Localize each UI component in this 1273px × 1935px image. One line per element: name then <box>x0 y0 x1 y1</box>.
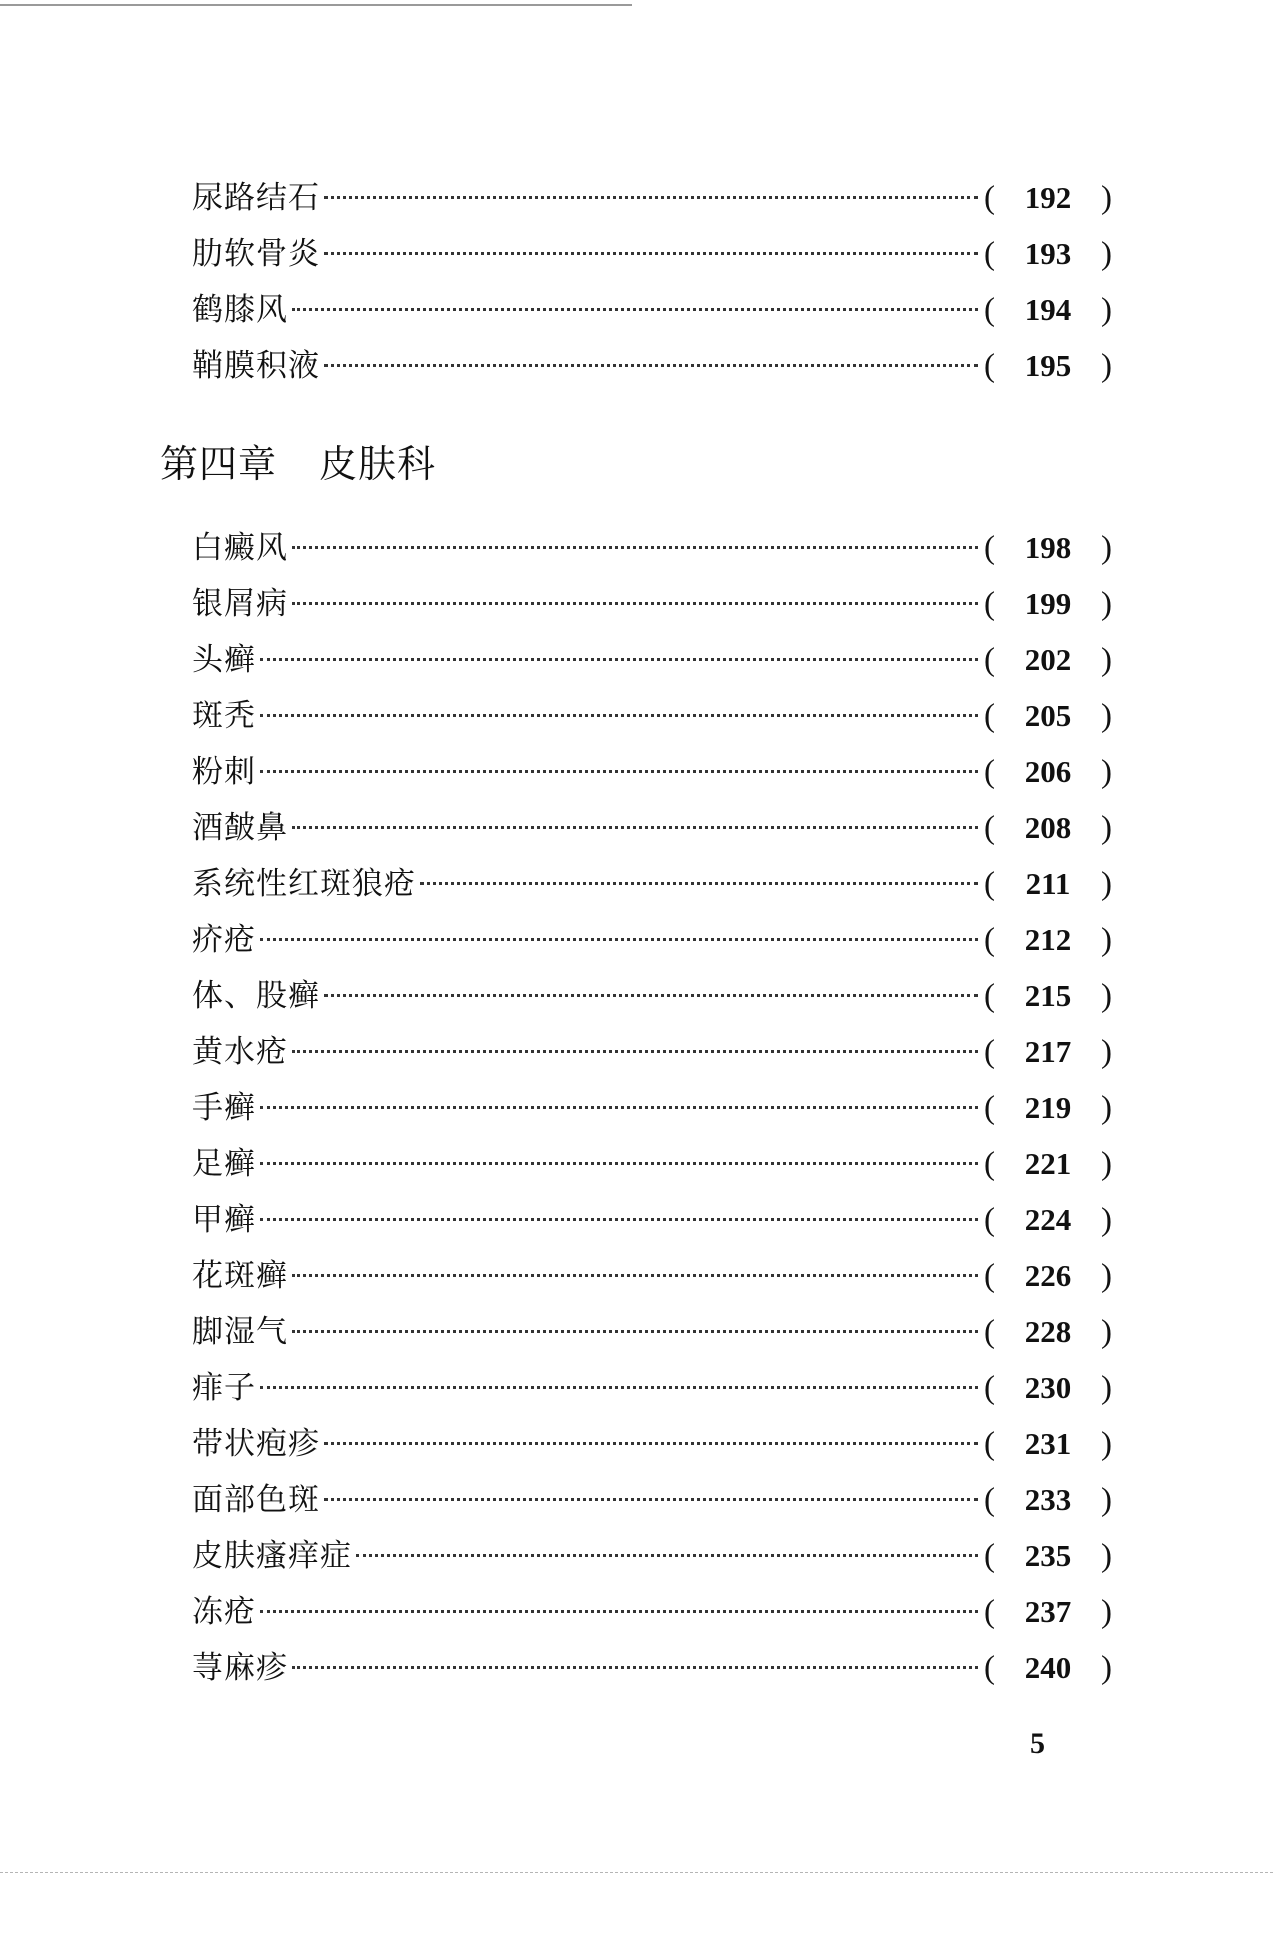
open-paren: ( <box>984 1370 995 1406</box>
entry-title: 鹤膝风 <box>192 292 288 328</box>
entry-title: 黄水疮 <box>192 1034 288 1070</box>
entry-page-number: 235 <box>1024 1538 1072 1573</box>
open-paren: ( <box>984 810 995 846</box>
close-paren: ) <box>1101 1090 1112 1126</box>
toc-entry[interactable] <box>192 1248 1112 1304</box>
toc-entry[interactable] <box>192 1304 1112 1360</box>
dot-leader <box>292 1274 978 1277</box>
entry-page-ref <box>984 1640 1112 1696</box>
entry-title: 甲癣 <box>192 1202 256 1238</box>
entry-title: 粉刺 <box>192 754 256 790</box>
entry-page-number: 195 <box>1024 348 1072 383</box>
page-number: 5 <box>1030 1727 1045 1760</box>
entry-page-ref <box>984 282 1112 338</box>
dot-leader <box>356 1554 978 1557</box>
chapter-heading[interactable] <box>160 436 436 492</box>
entry-page-ref <box>984 1024 1112 1080</box>
toc-entry[interactable] <box>192 1024 1112 1080</box>
open-paren: ( <box>984 1650 995 1686</box>
entry-page-number: 233 <box>1024 1482 1072 1517</box>
dot-leader <box>260 1386 978 1389</box>
entry-page-ref <box>984 1584 1112 1640</box>
entry-title: 手癣 <box>192 1090 256 1126</box>
entry-title: 疥疮 <box>192 922 256 958</box>
close-paren: ) <box>1101 1146 1112 1182</box>
open-paren: ( <box>984 978 995 1014</box>
entry-page-ref <box>984 170 1112 226</box>
toc-entry[interactable] <box>192 170 1112 226</box>
entry-page-ref <box>984 1416 1112 1472</box>
dot-leader <box>260 938 978 941</box>
open-paren: ( <box>984 922 995 958</box>
entry-title: 酒皶鼻 <box>192 810 288 846</box>
open-paren: ( <box>984 866 995 902</box>
open-paren: ( <box>984 348 995 384</box>
entry-page-ref <box>984 912 1112 968</box>
close-paren: ) <box>1101 180 1112 216</box>
close-paren: ) <box>1101 1482 1112 1518</box>
entry-title: 斑秃 <box>192 698 256 734</box>
dot-leader <box>292 308 978 311</box>
entry-page-number: 221 <box>1024 1146 1072 1181</box>
entry-title: 脚湿气 <box>192 1314 288 1350</box>
entry-page-ref <box>984 1248 1112 1304</box>
toc-entry[interactable] <box>192 1472 1112 1528</box>
close-paren: ) <box>1101 530 1112 566</box>
toc-entry[interactable] <box>192 632 1112 688</box>
dot-leader <box>292 602 978 605</box>
open-paren: ( <box>984 1482 995 1518</box>
entry-page-ref <box>984 576 1112 632</box>
toc-entry[interactable] <box>192 1640 1112 1696</box>
toc-entry[interactable] <box>192 968 1112 1024</box>
toc-entry[interactable] <box>192 1192 1112 1248</box>
dot-leader <box>292 1666 978 1669</box>
entry-title: 银屑病 <box>192 586 288 622</box>
toc-entry[interactable] <box>192 1136 1112 1192</box>
entry-page-ref <box>984 1472 1112 1528</box>
entry-title: 带状疱疹 <box>192 1426 320 1462</box>
entry-page-ref <box>984 1136 1112 1192</box>
dot-leader <box>260 714 978 717</box>
open-paren: ( <box>984 1426 995 1462</box>
toc-entry[interactable] <box>192 1528 1112 1584</box>
open-paren: ( <box>984 292 995 328</box>
entry-title: 冻疮 <box>192 1594 256 1630</box>
close-paren: ) <box>1101 1258 1112 1294</box>
toc-entry[interactable] <box>192 1360 1112 1416</box>
toc-entry[interactable] <box>192 1080 1112 1136</box>
toc-entry[interactable] <box>192 282 1112 338</box>
dot-leader <box>324 994 978 997</box>
close-paren: ) <box>1101 1314 1112 1350</box>
toc-entry[interactable] <box>192 1416 1112 1472</box>
open-paren: ( <box>984 180 995 216</box>
entry-page-ref <box>984 1192 1112 1248</box>
dot-leader <box>260 1106 978 1109</box>
entry-title: 足癣 <box>192 1146 256 1182</box>
dot-leader <box>324 364 978 367</box>
entry-page-ref <box>984 632 1112 688</box>
close-paren: ) <box>1101 754 1112 790</box>
entry-page-ref <box>984 1304 1112 1360</box>
entry-page-number: 205 <box>1024 698 1072 733</box>
entry-title: 痱子 <box>192 1370 256 1406</box>
entry-page-number: 217 <box>1024 1034 1072 1069</box>
toc-entry[interactable] <box>192 1584 1112 1640</box>
entry-page-ref <box>984 856 1112 912</box>
toc-entry[interactable] <box>192 226 1112 282</box>
entry-page-number: 206 <box>1024 754 1072 789</box>
entry-page-number: 199 <box>1024 586 1072 621</box>
open-paren: ( <box>984 236 995 272</box>
toc-entry[interactable] <box>192 338 1112 394</box>
entry-title: 皮肤瘙痒症 <box>192 1538 352 1574</box>
dot-leader <box>260 1610 978 1613</box>
entry-page-number: 224 <box>1024 1202 1072 1237</box>
entry-page-number: 202 <box>1024 642 1072 677</box>
dot-leader <box>292 546 978 549</box>
close-paren: ) <box>1101 1426 1112 1462</box>
entry-title: 肋软骨炎 <box>192 236 320 272</box>
entry-page-number: 226 <box>1024 1258 1072 1293</box>
dot-leader <box>292 1330 978 1333</box>
close-paren: ) <box>1101 1538 1112 1574</box>
entry-page-number: 228 <box>1024 1314 1072 1349</box>
dot-leader <box>420 882 978 885</box>
chapter-title: 皮肤科 <box>319 442 437 486</box>
close-paren: ) <box>1101 1034 1112 1070</box>
toc-entry[interactable] <box>192 520 1112 576</box>
close-paren: ) <box>1101 698 1112 734</box>
close-paren: ) <box>1101 1202 1112 1238</box>
open-paren: ( <box>984 642 995 678</box>
entry-page-number: 211 <box>1025 866 1071 901</box>
dot-leader <box>324 252 978 255</box>
open-paren: ( <box>984 1258 995 1294</box>
open-paren: ( <box>984 1146 995 1182</box>
entry-title: 花斑癣 <box>192 1258 288 1294</box>
open-paren: ( <box>984 1314 995 1350</box>
close-paren: ) <box>1101 292 1112 328</box>
open-paren: ( <box>984 1034 995 1070</box>
open-paren: ( <box>984 1090 995 1126</box>
close-paren: ) <box>1100 866 1112 902</box>
entry-title: 头癣 <box>192 642 256 678</box>
entry-title: 系统性红斑狼疮 <box>192 866 416 902</box>
close-paren: ) <box>1101 236 1112 272</box>
dot-leader <box>324 196 978 199</box>
toc-entry[interactable] <box>192 744 1112 800</box>
entry-page-ref <box>984 1528 1112 1584</box>
top-scan-rule <box>0 4 632 6</box>
entry-page-ref <box>984 338 1112 394</box>
chapter-number: 第四章 <box>160 442 278 486</box>
entry-page-ref <box>984 1080 1112 1136</box>
close-paren: ) <box>1101 642 1112 678</box>
close-paren: ) <box>1101 810 1112 846</box>
toc-entry[interactable] <box>192 576 1112 632</box>
entry-page-ref <box>984 968 1112 1024</box>
dot-leader <box>292 826 978 829</box>
close-paren: ) <box>1101 1370 1112 1406</box>
dot-leader <box>260 770 978 773</box>
close-paren: ) <box>1101 1594 1112 1630</box>
close-paren: ) <box>1101 1650 1112 1686</box>
close-paren: ) <box>1101 922 1112 958</box>
close-paren: ) <box>1101 586 1112 622</box>
open-paren: ( <box>984 1202 995 1238</box>
entry-page-number: 237 <box>1024 1594 1072 1629</box>
close-paren: ) <box>1101 978 1112 1014</box>
entry-page-ref <box>984 226 1112 282</box>
entry-page-number: 240 <box>1024 1650 1072 1685</box>
entry-page-number: 212 <box>1024 922 1072 957</box>
toc-entry[interactable] <box>192 912 1112 968</box>
toc-entry[interactable] <box>192 800 1112 856</box>
entry-page-ref <box>984 744 1112 800</box>
entry-page-ref <box>984 688 1112 744</box>
toc-entries-continued <box>192 170 1112 394</box>
entry-title: 尿路结石 <box>192 180 320 216</box>
close-paren: ) <box>1101 348 1112 384</box>
dot-leader <box>324 1498 978 1501</box>
toc-entry[interactable] <box>192 688 1112 744</box>
entry-page-ref <box>984 1360 1112 1416</box>
dot-leader <box>292 1050 978 1053</box>
bottom-scan-rule <box>0 1872 1273 1873</box>
open-paren: ( <box>984 1594 995 1630</box>
entry-page-ref <box>984 800 1112 856</box>
entry-page-number: 230 <box>1024 1370 1072 1405</box>
entry-page-number: 219 <box>1024 1090 1072 1125</box>
toc-entry[interactable] <box>192 856 1112 912</box>
open-paren: ( <box>984 530 995 566</box>
dot-leader <box>260 1218 978 1221</box>
open-paren: ( <box>984 1538 995 1574</box>
open-paren: ( <box>984 754 995 790</box>
dot-leader <box>324 1442 978 1445</box>
entry-page-number: 215 <box>1024 978 1072 1013</box>
entry-title: 面部色斑 <box>192 1482 320 1518</box>
dot-leader <box>260 1162 978 1165</box>
open-paren: ( <box>984 586 995 622</box>
entry-page-number: 231 <box>1024 1426 1072 1461</box>
open-paren: ( <box>984 698 995 734</box>
entry-page-number: 198 <box>1024 530 1072 565</box>
entry-title: 荨麻疹 <box>192 1650 288 1686</box>
entry-page-number: 208 <box>1024 810 1072 845</box>
dot-leader <box>260 658 978 661</box>
entry-page-ref <box>984 520 1112 576</box>
entry-page-number: 193 <box>1024 236 1072 271</box>
entry-title: 鞘膜积液 <box>192 348 320 384</box>
entry-page-number: 194 <box>1024 292 1072 327</box>
entry-title: 体、股癣 <box>192 978 320 1014</box>
entry-title: 白癜风 <box>192 530 288 566</box>
toc-entries-chapter-four <box>192 520 1112 1696</box>
entry-page-number: 192 <box>1024 180 1072 215</box>
